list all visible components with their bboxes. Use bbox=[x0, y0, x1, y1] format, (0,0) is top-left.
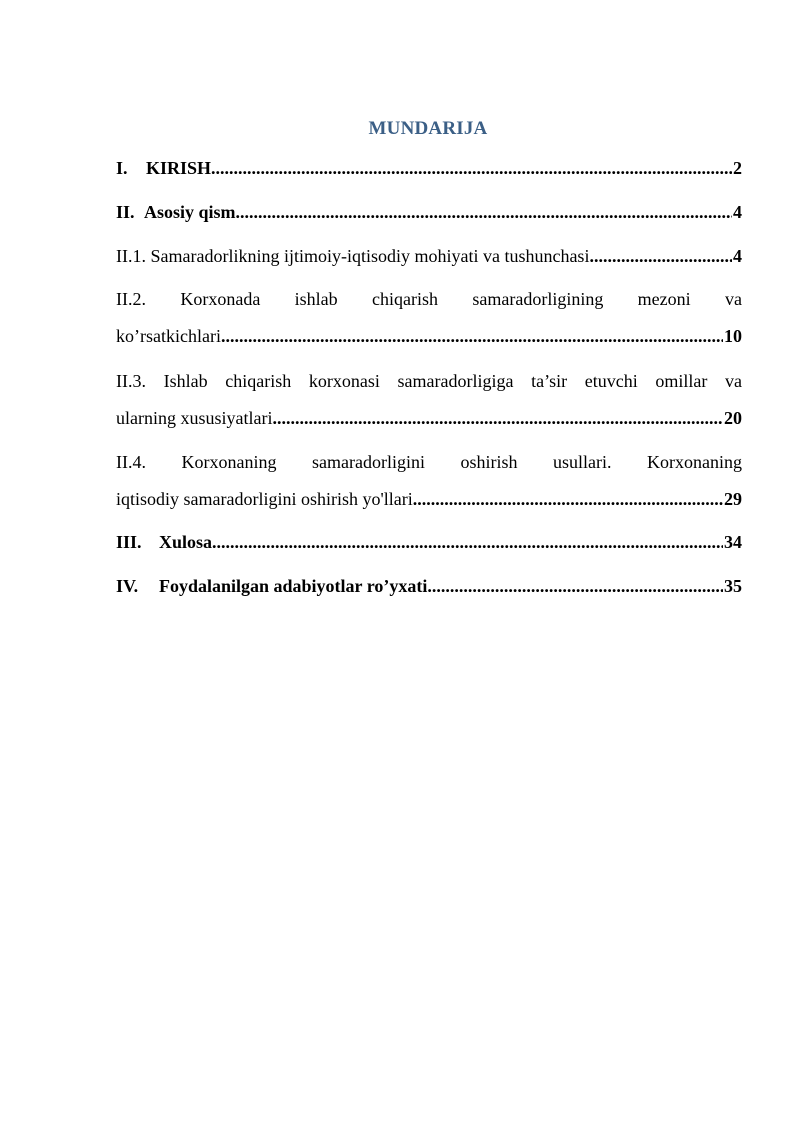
dot-leader bbox=[272, 404, 723, 432]
toc-title: MUNDARIJA bbox=[368, 118, 488, 139]
toc-entry-text: KIRISH bbox=[146, 158, 212, 178]
toc-entry-kirish[interactable] bbox=[116, 154, 742, 182]
dot-leader bbox=[236, 198, 732, 226]
toc-entry-number: II. bbox=[116, 202, 135, 222]
toc-entry-text: Xulosa bbox=[159, 532, 213, 552]
toc-entry-page: 35 bbox=[724, 576, 742, 596]
toc-entry-page: 29 bbox=[724, 489, 742, 509]
toc-entry-number: I. bbox=[116, 158, 128, 178]
toc-entry-ii-2[interactable] bbox=[116, 285, 742, 350]
toc-entry-text: Foydalanilgan adabiyotlar ro’yxati bbox=[159, 576, 428, 596]
toc-entry-ii-4[interactable] bbox=[116, 448, 742, 513]
dot-leader bbox=[211, 154, 732, 182]
toc-entry-adabiyotlar[interactable] bbox=[116, 572, 742, 600]
toc-entry-page: 20 bbox=[724, 408, 742, 428]
dot-leader bbox=[589, 242, 732, 270]
dot-leader bbox=[427, 572, 723, 600]
toc-entry-text: II.1. Samaradorlikning ijtimoiy-iqtisodiy mohiyati va tushunchasi bbox=[116, 246, 590, 266]
toc-entry-number: III. bbox=[116, 532, 142, 552]
toc-entry-page: 34 bbox=[724, 532, 742, 552]
dot-leader bbox=[212, 528, 723, 556]
toc-entry-page: 4 bbox=[733, 202, 742, 222]
toc-entry-text: Asosiy qism bbox=[144, 202, 236, 222]
toc-entry-page: 10 bbox=[724, 326, 742, 346]
toc-entry-page: 4 bbox=[733, 246, 742, 266]
toc-entry-text-cont: ko’rsatkichlari bbox=[116, 326, 221, 346]
toc-entry-text: II.2. Korxonada ishlab chiqarish samaradorligining mezoni va bbox=[116, 289, 742, 309]
toc-entry-page: 2 bbox=[733, 158, 742, 178]
toc-entry-number: IV. bbox=[116, 576, 139, 596]
dot-leader bbox=[413, 485, 723, 513]
toc-entry-text-cont: ularning xususiyatlari bbox=[116, 408, 273, 428]
toc-entry-text: II.4. Korxonaning samaradorligini oshirish usullari. Korxonaning bbox=[116, 452, 742, 472]
toc-entry-xulosa[interactable] bbox=[116, 528, 742, 556]
toc-entry-ii-3[interactable] bbox=[116, 367, 742, 432]
toc-entry-text: II.3. Ishlab chiqarish korxonasi samaradorligiga ta’sir etuvchi omillar va bbox=[116, 371, 742, 391]
toc-entry-text-cont: iqtisodiy samaradorligini oshirish yo'llari bbox=[116, 489, 413, 509]
toc-entry-ii-1[interactable] bbox=[116, 242, 742, 270]
toc-entry-asosiy-qism[interactable] bbox=[116, 198, 742, 226]
dot-leader bbox=[221, 322, 723, 350]
